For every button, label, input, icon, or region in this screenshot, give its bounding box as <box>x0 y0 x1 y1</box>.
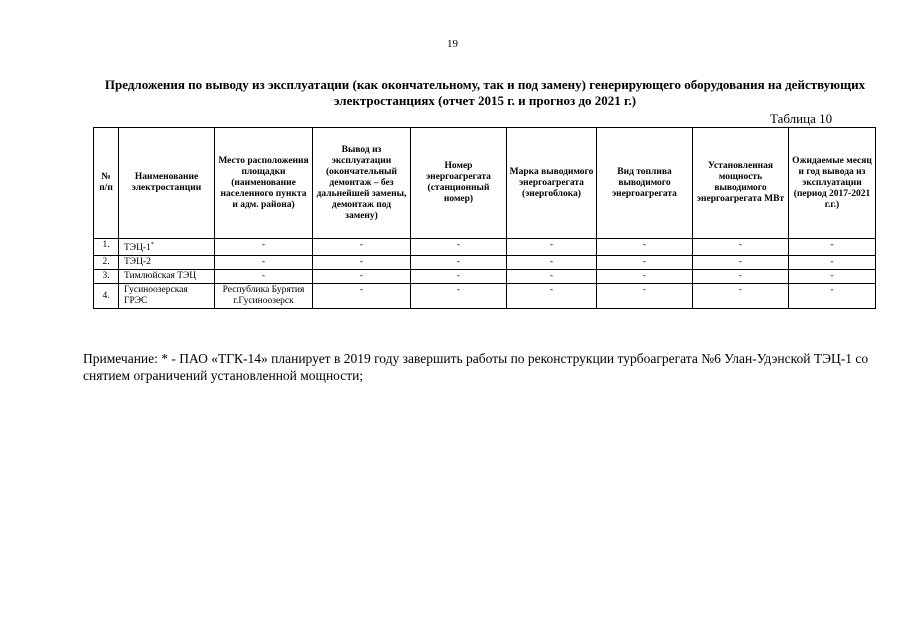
expected-cell: - <box>789 284 876 309</box>
capacity-cell: - <box>693 239 789 256</box>
table-label: Таблица 10 <box>770 111 833 126</box>
unit-number-cell: - <box>411 284 507 309</box>
location-cell: - <box>215 239 313 256</box>
table-row <box>94 284 876 309</box>
station-name: ТЭЦ-2 <box>124 257 151 268</box>
table-row <box>94 270 876 284</box>
station-name-cell <box>119 239 215 256</box>
unit-number-cell: - <box>411 270 507 284</box>
row-number: 3. <box>94 270 119 284</box>
withdrawal-cell: - <box>313 270 411 284</box>
row-number: 4. <box>94 284 119 309</box>
expected-cell: - <box>789 239 876 256</box>
fuel-cell: - <box>597 270 693 284</box>
fuel-cell: - <box>597 239 693 256</box>
table-row <box>94 256 876 270</box>
capacity-cell: - <box>693 256 789 270</box>
station-name: Гусиноозерская ГРЭС <box>124 285 188 307</box>
document-title: Предложения по выводу из эксплуатации (как окончательному, так и под замену) генерирующего оборудования на действующих электростанциях (отчет 2015 г. и прогноз до 2021 г.) <box>104 77 866 108</box>
fuel-cell: - <box>597 284 693 309</box>
station-name-cell <box>119 256 215 270</box>
header-cell-capacity: Установленная мощность выводимого энергоагрегата МВт <box>693 128 789 239</box>
location-cell: - <box>215 270 313 284</box>
page-number: 19 <box>447 38 458 50</box>
unit-brand-cell: - <box>507 284 597 309</box>
row-number: 1. <box>94 239 119 256</box>
location-cell: Республика Бурятия г.Гусиноозерск <box>215 284 313 309</box>
expected-cell: - <box>789 256 876 270</box>
footnote-mark: * <box>150 242 154 248</box>
station-name: Тимлюйская ТЭЦ <box>124 271 197 282</box>
unit-brand-cell: - <box>507 239 597 256</box>
header-cell-unit-brand: Марка выводимого энергоагрегата (энергоблока) <box>507 128 597 239</box>
header-cell-withdrawal: Вывод из эксплуатации (окончательный демонтаж – без дальнейшей замены, демонтаж под замену) <box>313 128 411 239</box>
header-cell-unit-number: Номер энергоагрегата (станционный номер) <box>411 128 507 239</box>
withdrawal-table <box>93 127 876 309</box>
withdrawal-cell: - <box>313 239 411 256</box>
table-row <box>94 239 876 256</box>
row-number: 2. <box>94 256 119 270</box>
table-header-row <box>94 128 876 239</box>
unit-brand-cell: - <box>507 270 597 284</box>
header-cell-num: № п/п <box>94 128 119 239</box>
capacity-cell: - <box>693 284 789 309</box>
station-name-cell <box>119 284 215 309</box>
capacity-cell: - <box>693 270 789 284</box>
fuel-cell: - <box>597 256 693 270</box>
expected-cell: - <box>789 270 876 284</box>
footnote-text: Примечание: * - ПАО «ТГК-14» планирует в 2019 году завершить работы по реконструкции турбоагрегата №6 Улан-Удэнской ТЭЦ-1 со снятием ограничений установленной мощности; <box>83 351 869 383</box>
unit-brand-cell: - <box>507 256 597 270</box>
location-cell: - <box>215 256 313 270</box>
unit-number-cell: - <box>411 256 507 270</box>
withdrawal-cell: - <box>313 284 411 309</box>
station-name-cell <box>119 270 215 284</box>
header-cell-expected: Ожидаемые месяц и год вывода из эксплуатации (период 2017-2021 г.г.) <box>789 128 876 239</box>
header-cell-name: Наименование электростанции <box>119 128 215 239</box>
station-name: ТЭЦ-1 <box>124 243 151 254</box>
unit-number-cell: - <box>411 239 507 256</box>
withdrawal-cell: - <box>313 256 411 270</box>
header-cell-fuel: Вид топлива выводимого энергоагрегата <box>597 128 693 239</box>
header-cell-location: Место расположения площадки (наименование населенного пункта и адм. района) <box>215 128 313 239</box>
